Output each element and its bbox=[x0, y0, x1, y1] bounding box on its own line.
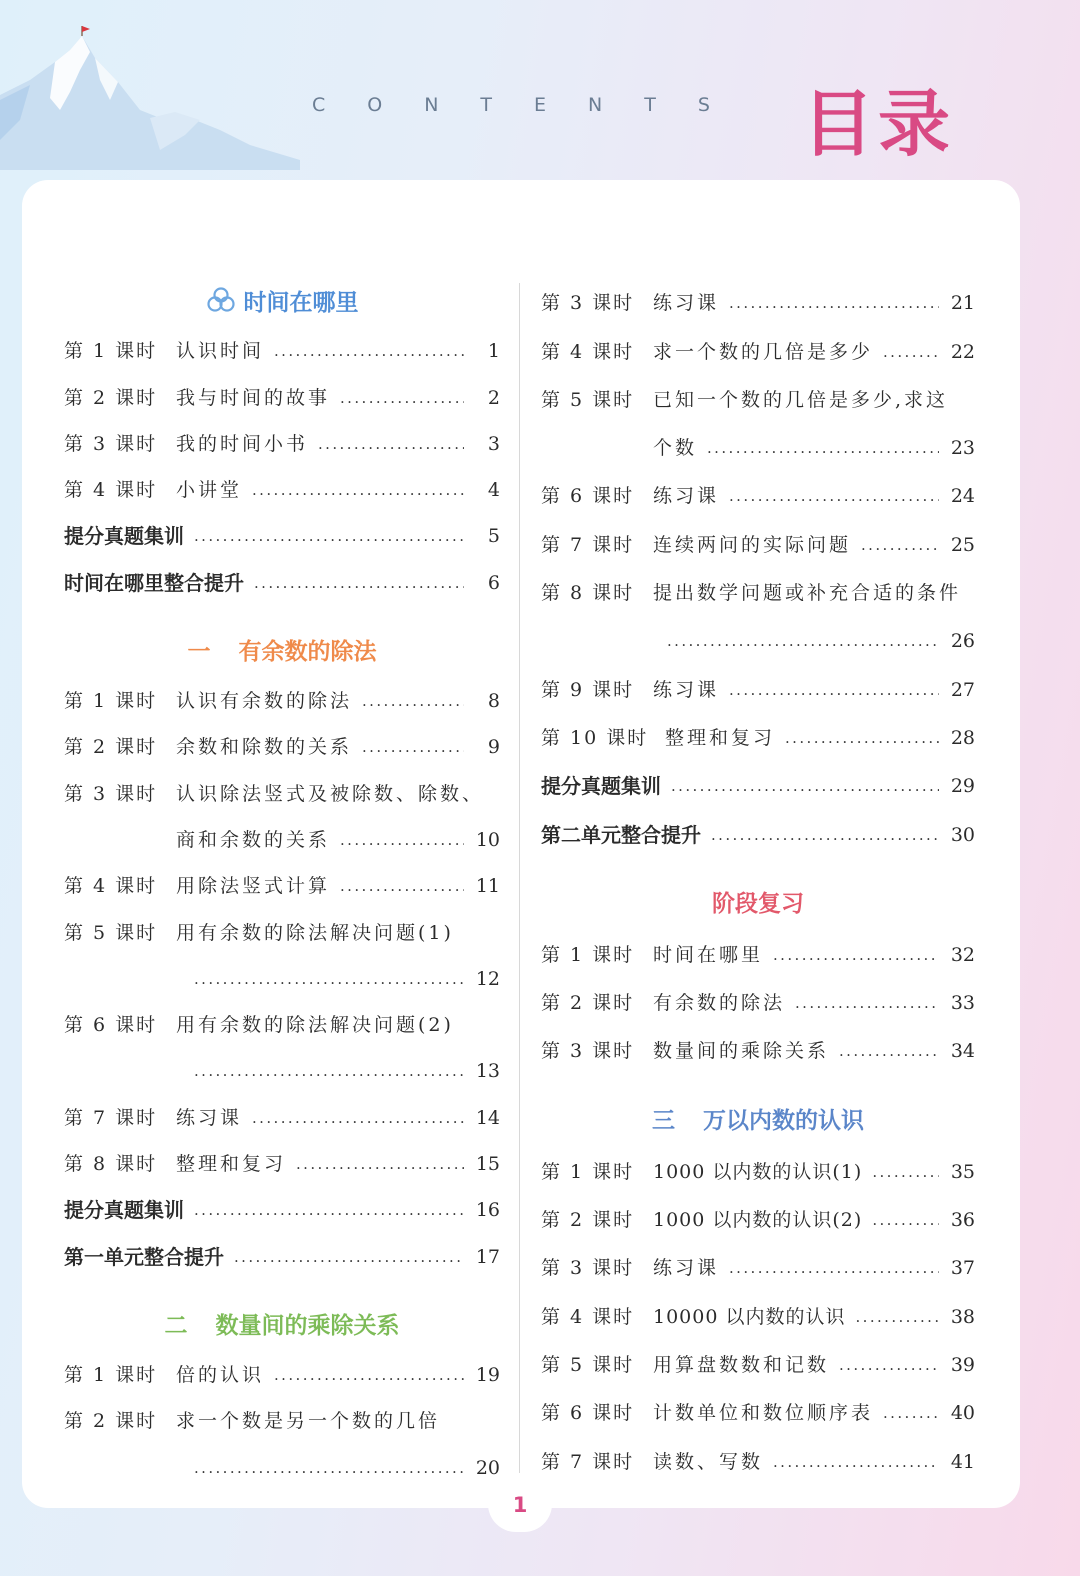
dot-leader bbox=[773, 943, 939, 967]
toc-entry[interactable] bbox=[541, 926, 975, 974]
section-title: 阶段复习 bbox=[712, 891, 804, 918]
page-ref: 11 bbox=[475, 875, 500, 898]
toc-entry[interactable] bbox=[541, 805, 975, 853]
page-ref: 8 bbox=[487, 690, 500, 713]
lesson-label: 第 1 课时 bbox=[64, 340, 158, 363]
page-ref: 23 bbox=[950, 437, 975, 460]
toc-entry[interactable] bbox=[64, 1348, 500, 1394]
entry-title: 数量间的乘除关系 bbox=[653, 1040, 830, 1063]
dot-leader bbox=[729, 291, 939, 315]
lesson-label: 第 4 课时 bbox=[64, 875, 158, 898]
dot-leader bbox=[729, 678, 939, 702]
toc-entry[interactable] bbox=[64, 370, 500, 416]
lesson-label: 第 5 课时 bbox=[541, 388, 635, 411]
page-ref: 28 bbox=[950, 726, 975, 749]
dot-leader bbox=[194, 1059, 464, 1083]
dot-leader bbox=[729, 1256, 939, 1280]
lesson-label: 第 3 课时 bbox=[541, 1257, 635, 1280]
entry-title: 练习课 bbox=[653, 678, 720, 701]
toc-entry[interactable] bbox=[64, 1090, 500, 1136]
section-index: 二 bbox=[164, 1313, 188, 1340]
page-ref: 3 bbox=[487, 432, 500, 455]
entry-title: 1000 以内数的认识(1) bbox=[653, 1160, 863, 1183]
entry-title: 整理和复习 bbox=[176, 1153, 287, 1176]
page-ref: 41 bbox=[950, 1450, 975, 1473]
page-ref: 4 bbox=[487, 479, 500, 502]
lesson-label: 第 4 课时 bbox=[64, 479, 158, 502]
dot-leader bbox=[362, 735, 464, 759]
lesson-label: 第 3 课时 bbox=[541, 1040, 635, 1063]
dot-leader bbox=[274, 1363, 464, 1387]
toc-entry[interactable] bbox=[541, 1191, 975, 1239]
toc-entry[interactable] bbox=[541, 1432, 975, 1480]
page-number: 1 bbox=[512, 1493, 528, 1517]
entry-title: 倍的认识 bbox=[176, 1363, 265, 1386]
lesson-label: 第 8 课时 bbox=[64, 1153, 158, 1176]
toc-entry[interactable] bbox=[541, 1142, 975, 1190]
dot-leader bbox=[795, 991, 939, 1015]
dot-leader bbox=[362, 689, 464, 713]
page-ref: 39 bbox=[950, 1353, 975, 1376]
page-ref: 22 bbox=[950, 340, 975, 363]
dot-leader bbox=[729, 484, 939, 508]
page-ref: 15 bbox=[475, 1153, 500, 1176]
page-ref: 17 bbox=[475, 1245, 500, 1268]
dot-leader bbox=[773, 1450, 939, 1474]
lesson-label: 第 6 课时 bbox=[64, 1014, 158, 1037]
page-ref: 30 bbox=[950, 823, 975, 846]
dot-leader bbox=[194, 1456, 464, 1480]
toc-entry[interactable] bbox=[541, 371, 975, 419]
toc-right-column bbox=[541, 274, 975, 1481]
toc-entry[interactable] bbox=[541, 1022, 975, 1070]
section-heading-unit2 bbox=[64, 1302, 500, 1346]
entry-title: 练习课 bbox=[176, 1106, 243, 1129]
toc-entry[interactable] bbox=[541, 467, 975, 515]
toc-entry[interactable] bbox=[541, 515, 975, 563]
lesson-label: 第 1 课时 bbox=[541, 943, 635, 966]
entry-title: 个数 bbox=[653, 437, 698, 460]
toc-entry[interactable] bbox=[64, 998, 500, 1044]
toc-entry[interactable] bbox=[64, 905, 500, 951]
entry-title: 我的时间小书 bbox=[176, 432, 309, 455]
section-title: 数量间的乘除关系 bbox=[215, 1313, 400, 1340]
dot-leader bbox=[194, 1198, 464, 1222]
toc-entry-continued[interactable] bbox=[541, 419, 975, 467]
lesson-label: 第 5 课时 bbox=[64, 921, 158, 944]
toc-entry[interactable] bbox=[64, 1229, 500, 1275]
toc-entry[interactable] bbox=[64, 1183, 500, 1229]
dot-leader bbox=[861, 533, 939, 557]
entry-title: 提分真题集训 bbox=[541, 774, 661, 799]
dot-leader bbox=[340, 386, 464, 410]
entry-title: 有余数的除法 bbox=[653, 992, 786, 1015]
dot-leader bbox=[318, 432, 464, 456]
section-title: 万以内数的认识 bbox=[703, 1107, 864, 1134]
toc-entry[interactable] bbox=[64, 674, 500, 720]
dot-leader bbox=[234, 1245, 464, 1269]
lesson-label: 第 2 课时 bbox=[64, 1410, 158, 1433]
contents-word: CONTENTS bbox=[312, 94, 752, 116]
entry-title: 用有余数的除法解决问题(2) bbox=[176, 1014, 454, 1037]
page-ref: 13 bbox=[475, 1060, 500, 1083]
toc-left-column bbox=[64, 274, 500, 1487]
toc-entry[interactable] bbox=[541, 709, 975, 757]
entry-title: 读数、写数 bbox=[653, 1450, 764, 1473]
entry-title: 商和余数的关系 bbox=[176, 828, 331, 851]
toc-entry[interactable] bbox=[541, 274, 975, 322]
lesson-label: 第 10 课时 bbox=[541, 726, 649, 749]
lesson-label: 第 8 课时 bbox=[541, 582, 635, 605]
lesson-label: 第 1 课时 bbox=[64, 1363, 158, 1386]
toc-entry[interactable] bbox=[541, 1384, 975, 1432]
dot-leader bbox=[872, 1160, 939, 1184]
dot-leader bbox=[707, 436, 939, 460]
entry-title: 认识有余数的除法 bbox=[176, 690, 353, 713]
page-ref: 37 bbox=[950, 1257, 975, 1280]
section-heading-unit1 bbox=[64, 628, 500, 672]
toc-entry-continued[interactable] bbox=[64, 952, 500, 998]
lesson-label: 第 3 课时 bbox=[64, 782, 158, 805]
mountain-illustration bbox=[0, 0, 300, 170]
toc-entry[interactable] bbox=[64, 1137, 500, 1183]
entry-title: 小讲堂 bbox=[176, 479, 243, 502]
section-index: 三 bbox=[652, 1107, 675, 1134]
page-ref: 6 bbox=[487, 571, 500, 594]
entry-title: 练习课 bbox=[653, 485, 720, 508]
toc-entry[interactable] bbox=[64, 766, 500, 812]
entry-title: 我与时间的故事 bbox=[176, 386, 331, 409]
dot-leader bbox=[252, 1106, 464, 1130]
entry-title: 计数单位和数位顺序表 bbox=[653, 1402, 874, 1425]
entry-title: 连续两问的实际问题 bbox=[653, 533, 852, 556]
toc-entry[interactable] bbox=[64, 1394, 500, 1440]
column-divider bbox=[519, 283, 520, 1473]
page-ref: 16 bbox=[475, 1199, 500, 1222]
page-ref: 26 bbox=[950, 630, 975, 653]
page-ref: 21 bbox=[950, 292, 975, 315]
entry-title: 整理和复习 bbox=[665, 726, 776, 749]
lesson-label: 第 6 课时 bbox=[541, 1402, 635, 1425]
entry-title: 提分真题集训 bbox=[64, 524, 184, 549]
page-ref: 35 bbox=[950, 1160, 975, 1183]
toc-entry[interactable] bbox=[64, 720, 500, 766]
toc-entry[interactable] bbox=[541, 322, 975, 370]
dot-leader bbox=[340, 874, 464, 898]
toc-entry[interactable] bbox=[541, 564, 975, 612]
entry-title: 时间在哪里整合提升 bbox=[64, 570, 244, 595]
page-ref: 32 bbox=[950, 943, 975, 966]
lesson-label: 第 7 课时 bbox=[64, 1106, 158, 1129]
page-ref: 36 bbox=[950, 1209, 975, 1232]
entry-title: 练习课 bbox=[653, 292, 720, 315]
lesson-label: 第 4 课时 bbox=[541, 1305, 635, 1328]
lesson-label: 第 1 课时 bbox=[64, 690, 158, 713]
toc-entry[interactable] bbox=[541, 1239, 975, 1287]
page-ref: 29 bbox=[950, 775, 975, 798]
toc-entry[interactable] bbox=[64, 324, 500, 370]
section-heading-unit3 bbox=[541, 1096, 975, 1140]
dot-leader bbox=[194, 967, 464, 991]
lesson-label: 第 5 课时 bbox=[541, 1353, 635, 1376]
entry-title: 余数和除数的关系 bbox=[176, 736, 353, 759]
entry-title: 练习课 bbox=[653, 1257, 720, 1280]
entry-title: 求一个数的几倍是多少 bbox=[653, 340, 874, 363]
dot-leader bbox=[883, 1401, 939, 1425]
page-ref: 34 bbox=[950, 1040, 975, 1063]
section-heading-stage-review bbox=[541, 880, 975, 924]
lesson-label: 第 7 课时 bbox=[541, 533, 635, 556]
clover-icon bbox=[206, 285, 236, 315]
page-ref: 25 bbox=[950, 533, 975, 556]
section-title: 有余数的除法 bbox=[238, 639, 377, 666]
dot-leader bbox=[340, 828, 464, 852]
entry-title: 第二单元整合提升 bbox=[541, 822, 701, 847]
entry-title: 用除法竖式计算 bbox=[176, 875, 331, 898]
toc-entry[interactable] bbox=[541, 1336, 975, 1384]
toc-entry[interactable] bbox=[64, 555, 500, 601]
toc-entry-continued[interactable] bbox=[541, 612, 975, 660]
section-heading-time bbox=[64, 278, 500, 322]
page-ref: 1 bbox=[487, 340, 500, 363]
toc-entry[interactable] bbox=[64, 463, 500, 509]
entry-title: 已知一个数的几倍是多少,求这 bbox=[653, 388, 949, 411]
toc-entry[interactable] bbox=[64, 417, 500, 463]
dot-leader bbox=[785, 726, 939, 750]
dot-leader bbox=[194, 524, 464, 548]
toc-entry[interactable] bbox=[541, 660, 975, 708]
entry-title: 第一单元整合提升 bbox=[64, 1244, 224, 1269]
dot-leader bbox=[872, 1208, 939, 1232]
dot-leader bbox=[883, 340, 939, 364]
entry-title: 认识除法竖式及被除数、除数、 bbox=[176, 782, 485, 805]
entry-title: 认识时间 bbox=[176, 340, 265, 363]
page-ref: 14 bbox=[475, 1106, 500, 1129]
lesson-label: 第 2 课时 bbox=[64, 736, 158, 759]
page-ref: 5 bbox=[487, 525, 500, 548]
lesson-label: 第 4 课时 bbox=[541, 340, 635, 363]
toc-entry-continued[interactable] bbox=[64, 1044, 500, 1090]
dot-leader bbox=[671, 774, 939, 798]
page-ref: 24 bbox=[950, 485, 975, 508]
page-ref: 2 bbox=[487, 386, 500, 409]
toc-entry-continued[interactable] bbox=[64, 1440, 500, 1486]
entry-title: 提出数学问题或补充合适的条件 bbox=[653, 582, 962, 605]
toc-entry[interactable] bbox=[541, 1287, 975, 1335]
dot-leader bbox=[839, 1353, 939, 1377]
page-title: 目录 bbox=[802, 82, 955, 166]
lesson-label: 第 9 课时 bbox=[541, 678, 635, 701]
dot-leader bbox=[252, 478, 464, 502]
lesson-label: 第 2 课时 bbox=[541, 992, 635, 1015]
dot-leader bbox=[667, 629, 939, 653]
lesson-label: 第 1 课时 bbox=[541, 1160, 635, 1183]
dot-leader bbox=[274, 339, 464, 363]
lesson-label: 第 2 课时 bbox=[64, 386, 158, 409]
toc-entry[interactable] bbox=[541, 757, 975, 805]
page-ref: 12 bbox=[475, 967, 500, 990]
section-title: 时间在哪里 bbox=[243, 289, 359, 316]
lesson-label: 第 7 课时 bbox=[541, 1450, 635, 1473]
entry-title: 求一个数是另一个数的几倍 bbox=[176, 1410, 441, 1433]
entry-title: 用算盘数数和记数 bbox=[653, 1353, 830, 1376]
flag-icon bbox=[82, 26, 90, 32]
dot-leader bbox=[711, 823, 939, 847]
lesson-label: 第 6 课时 bbox=[541, 485, 635, 508]
entry-title: 用有余数的除法解决问题(1) bbox=[176, 921, 454, 944]
dot-leader bbox=[296, 1152, 464, 1176]
toc-entry-continued[interactable] bbox=[64, 813, 500, 859]
dot-leader bbox=[839, 1039, 939, 1063]
entry-title: 提分真题集训 bbox=[64, 1198, 184, 1223]
entry-title: 1000 以内数的认识(2) bbox=[653, 1209, 863, 1232]
dot-leader bbox=[855, 1305, 939, 1329]
lesson-label: 第 2 课时 bbox=[541, 1209, 635, 1232]
lesson-label: 第 3 课时 bbox=[64, 432, 158, 455]
page-ref: 20 bbox=[475, 1456, 500, 1479]
entry-title: 时间在哪里 bbox=[653, 943, 764, 966]
page-ref: 19 bbox=[475, 1363, 500, 1386]
page-ref: 40 bbox=[950, 1402, 975, 1425]
page-ref: 10 bbox=[475, 828, 500, 851]
toc-entry[interactable] bbox=[541, 974, 975, 1022]
toc-entry[interactable] bbox=[64, 509, 500, 555]
page-ref: 9 bbox=[487, 736, 500, 759]
entry-title: 10000 以内数的认识 bbox=[653, 1305, 846, 1328]
dot-leader bbox=[254, 571, 464, 595]
page-ref: 27 bbox=[950, 678, 975, 701]
page-ref: 33 bbox=[950, 992, 975, 1015]
lesson-label: 第 3 课时 bbox=[541, 292, 635, 315]
toc-entry[interactable] bbox=[64, 859, 500, 905]
section-index: 一 bbox=[187, 639, 211, 666]
page-ref: 38 bbox=[950, 1305, 975, 1328]
